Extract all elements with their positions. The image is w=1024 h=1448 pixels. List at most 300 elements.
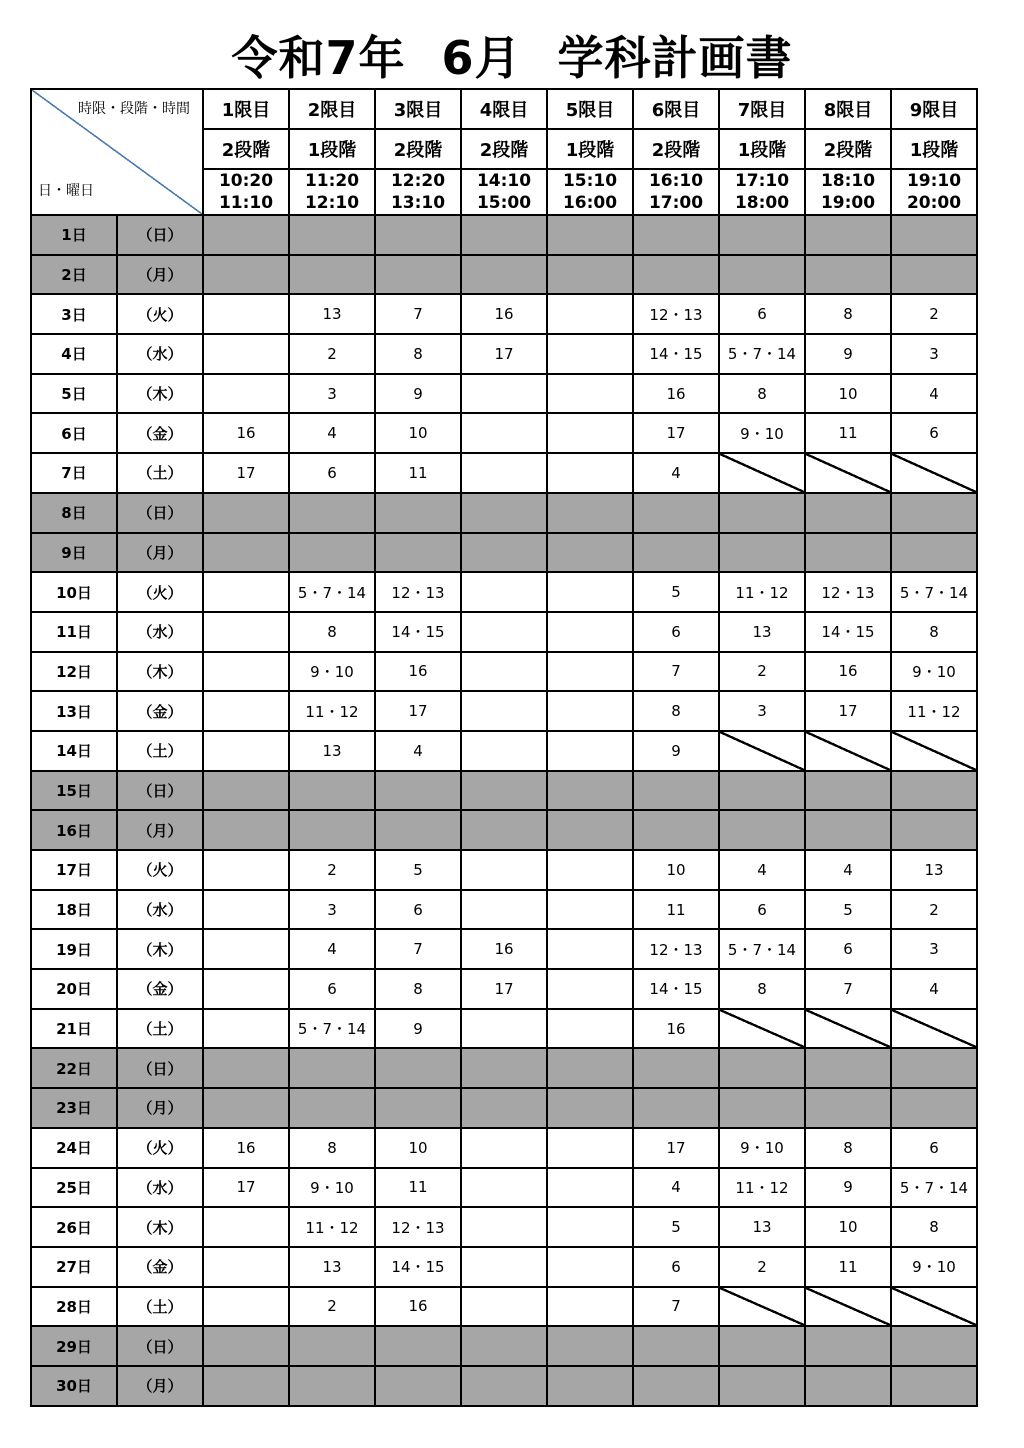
lesson-cell: 9・10	[289, 652, 375, 692]
title-month: 6月	[441, 31, 522, 85]
period-header: 4限目	[461, 89, 547, 129]
day-cell: 23日	[31, 1088, 117, 1128]
time-header	[633, 169, 719, 215]
time-start: 14:10	[476, 171, 532, 191]
weekday-cell: （日）	[117, 1326, 203, 1366]
schedule-body	[31, 215, 977, 1406]
schedule-row	[31, 1088, 977, 1128]
lesson-cell	[461, 1287, 547, 1327]
lesson-cell: 3	[289, 374, 375, 414]
lesson-cell	[461, 691, 547, 731]
time-start: 16:10	[648, 171, 704, 191]
time-start: 12:20	[390, 171, 446, 191]
lesson-cell	[461, 890, 547, 930]
schedule-row	[31, 890, 977, 930]
lesson-cell: 14・15	[375, 612, 461, 652]
lesson-cell	[203, 969, 289, 1009]
lesson-cell: 11・12	[719, 1168, 805, 1208]
lesson-cell: 2	[719, 652, 805, 692]
lesson-cell	[461, 1009, 547, 1049]
lesson-cell	[203, 493, 289, 533]
lesson-cell	[547, 652, 633, 692]
lesson-cell	[289, 771, 375, 811]
lesson-cell	[203, 1287, 289, 1327]
lesson-cell: 5・7・14	[719, 334, 805, 374]
time-end: 17:00	[648, 193, 704, 213]
lesson-cell	[203, 334, 289, 374]
lesson-cell	[547, 1207, 633, 1247]
lesson-cell: 2	[891, 890, 977, 930]
schedule-row	[31, 1168, 977, 1208]
header-corner	[31, 89, 203, 215]
lesson-cell	[289, 533, 375, 573]
unavailable-cell	[719, 1009, 805, 1049]
lesson-cell: 10	[805, 1207, 891, 1247]
lesson-cell: 9	[805, 1168, 891, 1208]
lesson-cell	[203, 691, 289, 731]
lesson-cell: 5	[375, 850, 461, 890]
schedule-row	[31, 255, 977, 295]
stage-header: 2段階	[461, 129, 547, 169]
time-end: 16:00	[562, 193, 618, 213]
weekday-cell: （金）	[117, 691, 203, 731]
lesson-cell	[203, 731, 289, 771]
lesson-cell: 7	[633, 1287, 719, 1327]
time-start: 18:10	[820, 171, 876, 191]
day-cell: 8日	[31, 493, 117, 533]
time-start: 19:10	[906, 171, 962, 191]
lesson-cell: 2	[289, 850, 375, 890]
lesson-cell: 5・7・14	[289, 1009, 375, 1049]
lesson-cell	[633, 810, 719, 850]
lesson-cell	[547, 493, 633, 533]
lesson-cell: 10	[375, 413, 461, 453]
lesson-cell: 14・15	[805, 612, 891, 652]
lesson-cell	[375, 255, 461, 295]
lesson-cell	[633, 771, 719, 811]
lesson-cell	[203, 374, 289, 414]
lesson-cell: 2	[289, 1287, 375, 1327]
lesson-cell: 8	[375, 969, 461, 1009]
lesson-cell: 16	[633, 374, 719, 414]
lesson-cell	[547, 929, 633, 969]
lesson-cell	[289, 215, 375, 255]
weekday-cell: （水）	[117, 890, 203, 930]
time-end: 19:00	[820, 193, 876, 213]
lesson-cell	[805, 810, 891, 850]
lesson-cell	[461, 1048, 547, 1088]
lesson-cell	[633, 493, 719, 533]
lesson-cell	[547, 1247, 633, 1287]
lesson-cell: 6	[805, 929, 891, 969]
lesson-cell: 12・13	[375, 1207, 461, 1247]
lesson-cell	[805, 255, 891, 295]
schedule-row	[31, 334, 977, 374]
lesson-cell: 8	[719, 374, 805, 414]
lesson-cell	[547, 572, 633, 612]
lesson-cell	[203, 533, 289, 573]
lesson-cell	[547, 533, 633, 573]
lesson-cell	[547, 1326, 633, 1366]
lesson-cell	[203, 1088, 289, 1128]
lesson-cell	[203, 890, 289, 930]
lesson-cell	[461, 215, 547, 255]
lesson-cell: 8	[289, 612, 375, 652]
lesson-cell: 9・10	[289, 1168, 375, 1208]
lesson-cell	[891, 810, 977, 850]
lesson-cell: 4	[719, 850, 805, 890]
lesson-cell	[461, 1128, 547, 1168]
lesson-cell	[461, 572, 547, 612]
lesson-cell: 11	[805, 1247, 891, 1287]
lesson-cell	[375, 810, 461, 850]
lesson-cell	[461, 1207, 547, 1247]
lesson-cell: 5・7・14	[891, 572, 977, 612]
lesson-cell: 17	[633, 1128, 719, 1168]
weekday-cell: （水）	[117, 334, 203, 374]
lesson-cell	[891, 1366, 977, 1406]
period-header: 9限目	[891, 89, 977, 129]
lesson-cell: 2	[891, 294, 977, 334]
lesson-cell	[633, 1326, 719, 1366]
lesson-cell	[891, 1088, 977, 1128]
lesson-cell	[461, 652, 547, 692]
lesson-cell: 10	[805, 374, 891, 414]
lesson-cell	[547, 612, 633, 652]
lesson-cell: 6	[891, 413, 977, 453]
lesson-cell: 8	[633, 691, 719, 731]
schedule-row	[31, 1128, 977, 1168]
weekday-cell: （金）	[117, 1247, 203, 1287]
time-start: 17:10	[734, 171, 790, 191]
lesson-cell	[547, 691, 633, 731]
lesson-cell: 8	[289, 1128, 375, 1168]
unavailable-cell	[805, 731, 891, 771]
lesson-cell: 12・13	[805, 572, 891, 612]
lesson-cell	[547, 731, 633, 771]
lesson-cell: 7	[375, 929, 461, 969]
lesson-cell	[461, 413, 547, 453]
schedule-row	[31, 374, 977, 414]
lesson-cell: 8	[375, 334, 461, 374]
lesson-cell	[805, 1366, 891, 1406]
schedule-row	[31, 652, 977, 692]
weekday-cell: （火）	[117, 1128, 203, 1168]
schedule-row	[31, 572, 977, 612]
period-header: 1限目	[203, 89, 289, 129]
lesson-cell	[805, 1326, 891, 1366]
schedule-row	[31, 1326, 977, 1366]
weekday-cell: （土）	[117, 1287, 203, 1327]
unavailable-cell	[719, 1287, 805, 1327]
stage-header: 1段階	[547, 129, 633, 169]
period-header: 8限目	[805, 89, 891, 129]
weekday-cell: （日）	[117, 493, 203, 533]
lesson-cell: 9	[375, 1009, 461, 1049]
schedule-row	[31, 453, 977, 493]
lesson-cell: 4	[289, 413, 375, 453]
corner-bottom-label: 日・曜日	[38, 183, 94, 199]
day-cell: 1日	[31, 215, 117, 255]
day-cell: 2日	[31, 255, 117, 295]
lesson-cell	[547, 334, 633, 374]
day-cell: 14日	[31, 731, 117, 771]
lesson-cell	[461, 1366, 547, 1406]
lesson-cell: 6	[891, 1128, 977, 1168]
schedule-row	[31, 969, 977, 1009]
lesson-cell: 9	[805, 334, 891, 374]
lesson-cell	[805, 533, 891, 573]
lesson-cell	[375, 493, 461, 533]
schedule-row	[31, 493, 977, 533]
lesson-cell: 5・7・14	[891, 1168, 977, 1208]
lesson-cell: 3	[891, 334, 977, 374]
day-cell: 11日	[31, 612, 117, 652]
weekday-cell: （木）	[117, 1207, 203, 1247]
lesson-cell: 16	[633, 1009, 719, 1049]
lesson-cell	[203, 1048, 289, 1088]
lesson-cell	[289, 1366, 375, 1406]
weekday-cell: （土）	[117, 731, 203, 771]
schedule-row	[31, 294, 977, 334]
lesson-cell	[891, 1048, 977, 1088]
schedule-row	[31, 771, 977, 811]
lesson-cell: 4	[805, 850, 891, 890]
lesson-cell	[719, 215, 805, 255]
day-cell: 12日	[31, 652, 117, 692]
lesson-cell: 5・7・14	[289, 572, 375, 612]
lesson-cell	[289, 1048, 375, 1088]
time-start: 15:10	[562, 171, 618, 191]
weekday-cell: （月）	[117, 255, 203, 295]
schedule-row	[31, 850, 977, 890]
lesson-cell	[203, 929, 289, 969]
schedule-row	[31, 612, 977, 652]
lesson-cell: 9・10	[891, 1247, 977, 1287]
lesson-cell: 4	[633, 1168, 719, 1208]
weekday-cell: （月）	[117, 1088, 203, 1128]
day-cell: 3日	[31, 294, 117, 334]
weekday-cell: （日）	[117, 1048, 203, 1088]
time-header	[203, 169, 289, 215]
lesson-cell: 10	[633, 850, 719, 890]
lesson-cell	[547, 969, 633, 1009]
lesson-cell: 6	[719, 294, 805, 334]
lesson-cell: 5	[633, 1207, 719, 1247]
lesson-cell	[461, 374, 547, 414]
period-header: 5限目	[547, 89, 633, 129]
lesson-cell	[375, 1366, 461, 1406]
lesson-cell	[461, 255, 547, 295]
day-cell: 9日	[31, 533, 117, 573]
lesson-cell	[891, 493, 977, 533]
title-era-year: 令和7年	[231, 31, 406, 85]
weekday-cell: （月）	[117, 533, 203, 573]
lesson-cell: 11	[633, 890, 719, 930]
day-cell: 21日	[31, 1009, 117, 1049]
lesson-cell: 4	[633, 453, 719, 493]
schedule-table	[30, 88, 978, 1407]
time-start: 11:20	[304, 171, 360, 191]
weekday-cell: （日）	[117, 215, 203, 255]
lesson-cell: 16	[805, 652, 891, 692]
lesson-cell	[461, 493, 547, 533]
lesson-cell	[203, 1326, 289, 1366]
lesson-cell: 11・12	[719, 572, 805, 612]
lesson-cell	[719, 810, 805, 850]
lesson-cell: 11・12	[289, 1207, 375, 1247]
lesson-cell: 2	[289, 334, 375, 374]
day-cell: 22日	[31, 1048, 117, 1088]
lesson-cell	[547, 374, 633, 414]
stage-header: 1段階	[289, 129, 375, 169]
weekday-cell: （月）	[117, 810, 203, 850]
day-cell: 6日	[31, 413, 117, 453]
lesson-cell	[289, 255, 375, 295]
stage-header: 2段階	[203, 129, 289, 169]
lesson-cell	[203, 1366, 289, 1406]
lesson-cell	[719, 533, 805, 573]
weekday-cell: （水）	[117, 1168, 203, 1208]
lesson-cell: 11	[375, 1168, 461, 1208]
lesson-cell	[203, 255, 289, 295]
title-document: 学科計画書	[557, 31, 793, 85]
lesson-cell	[891, 255, 977, 295]
weekday-cell: （金）	[117, 413, 203, 453]
lesson-cell	[289, 1088, 375, 1128]
unavailable-cell	[891, 1009, 977, 1049]
lesson-cell	[461, 1088, 547, 1128]
lesson-cell	[547, 1088, 633, 1128]
day-cell: 29日	[31, 1326, 117, 1366]
lesson-cell	[719, 493, 805, 533]
lesson-cell: 8	[805, 1128, 891, 1168]
lesson-cell: 13	[289, 294, 375, 334]
schedule-row	[31, 533, 977, 573]
unavailable-cell	[719, 731, 805, 771]
day-cell: 16日	[31, 810, 117, 850]
lesson-cell: 16	[203, 1128, 289, 1168]
lesson-cell	[633, 215, 719, 255]
time-header	[289, 169, 375, 215]
time-end: 11:10	[218, 193, 274, 213]
lesson-cell	[547, 294, 633, 334]
day-cell: 19日	[31, 929, 117, 969]
unavailable-cell	[891, 1287, 977, 1327]
weekday-cell: （月）	[117, 1366, 203, 1406]
lesson-cell	[203, 652, 289, 692]
lesson-cell	[547, 453, 633, 493]
stage-header: 1段階	[891, 129, 977, 169]
weekday-cell: （火）	[117, 850, 203, 890]
lesson-cell	[805, 1048, 891, 1088]
lesson-cell	[547, 890, 633, 930]
lesson-cell: 17	[203, 453, 289, 493]
weekday-cell: （水）	[117, 612, 203, 652]
schedule-row	[31, 1048, 977, 1088]
lesson-cell: 17	[805, 691, 891, 731]
lesson-cell	[289, 1326, 375, 1366]
lesson-cell: 6	[289, 969, 375, 1009]
stage-header: 2段階	[375, 129, 461, 169]
unavailable-cell	[891, 453, 977, 493]
stage-header: 2段階	[633, 129, 719, 169]
lesson-cell: 13	[289, 731, 375, 771]
lesson-cell: 16	[375, 1287, 461, 1327]
lesson-cell	[375, 1048, 461, 1088]
day-cell: 25日	[31, 1168, 117, 1208]
lesson-cell	[461, 612, 547, 652]
lesson-cell: 17	[461, 334, 547, 374]
lesson-cell	[547, 215, 633, 255]
unavailable-cell	[891, 731, 977, 771]
lesson-cell	[547, 1168, 633, 1208]
period-header: 3限目	[375, 89, 461, 129]
time-header	[547, 169, 633, 215]
lesson-cell	[633, 1048, 719, 1088]
lesson-cell: 11・12	[289, 691, 375, 731]
lesson-cell: 16	[461, 294, 547, 334]
time-end: 12:10	[304, 193, 360, 213]
schedule-row	[31, 1287, 977, 1327]
lesson-cell	[461, 533, 547, 573]
lesson-cell: 13	[891, 850, 977, 890]
schedule-header	[31, 89, 977, 215]
lesson-cell: 6	[289, 453, 375, 493]
lesson-cell	[547, 413, 633, 453]
period-header: 2限目	[289, 89, 375, 129]
lesson-cell	[203, 612, 289, 652]
lesson-cell	[375, 771, 461, 811]
lesson-cell	[805, 493, 891, 533]
weekday-cell: （金）	[117, 969, 203, 1009]
lesson-cell: 3	[289, 890, 375, 930]
lesson-cell: 14・15	[375, 1247, 461, 1287]
lesson-cell: 3	[891, 929, 977, 969]
lesson-cell	[719, 771, 805, 811]
time-end: 20:00	[906, 193, 962, 213]
day-cell: 30日	[31, 1366, 117, 1406]
lesson-cell: 16	[461, 929, 547, 969]
day-cell: 17日	[31, 850, 117, 890]
time-header	[375, 169, 461, 215]
lesson-cell	[891, 533, 977, 573]
lesson-cell	[461, 810, 547, 850]
lesson-cell: 6	[719, 890, 805, 930]
lesson-cell	[891, 1326, 977, 1366]
unavailable-cell	[719, 453, 805, 493]
lesson-cell: 3	[719, 691, 805, 731]
lesson-cell	[203, 572, 289, 612]
lesson-cell	[461, 1247, 547, 1287]
page-title	[0, 28, 1024, 88]
lesson-cell	[461, 1168, 547, 1208]
lesson-cell: 11	[805, 413, 891, 453]
lesson-cell: 17	[375, 691, 461, 731]
lesson-cell	[461, 1326, 547, 1366]
schedule-row	[31, 1366, 977, 1406]
lesson-cell	[547, 1128, 633, 1168]
unavailable-cell	[805, 453, 891, 493]
lesson-cell	[203, 810, 289, 850]
lesson-cell	[375, 215, 461, 255]
lesson-cell	[805, 215, 891, 255]
lesson-cell: 7	[375, 294, 461, 334]
lesson-cell	[547, 1287, 633, 1327]
lesson-cell	[461, 771, 547, 811]
lesson-cell	[375, 1326, 461, 1366]
schedule-row	[31, 1009, 977, 1049]
